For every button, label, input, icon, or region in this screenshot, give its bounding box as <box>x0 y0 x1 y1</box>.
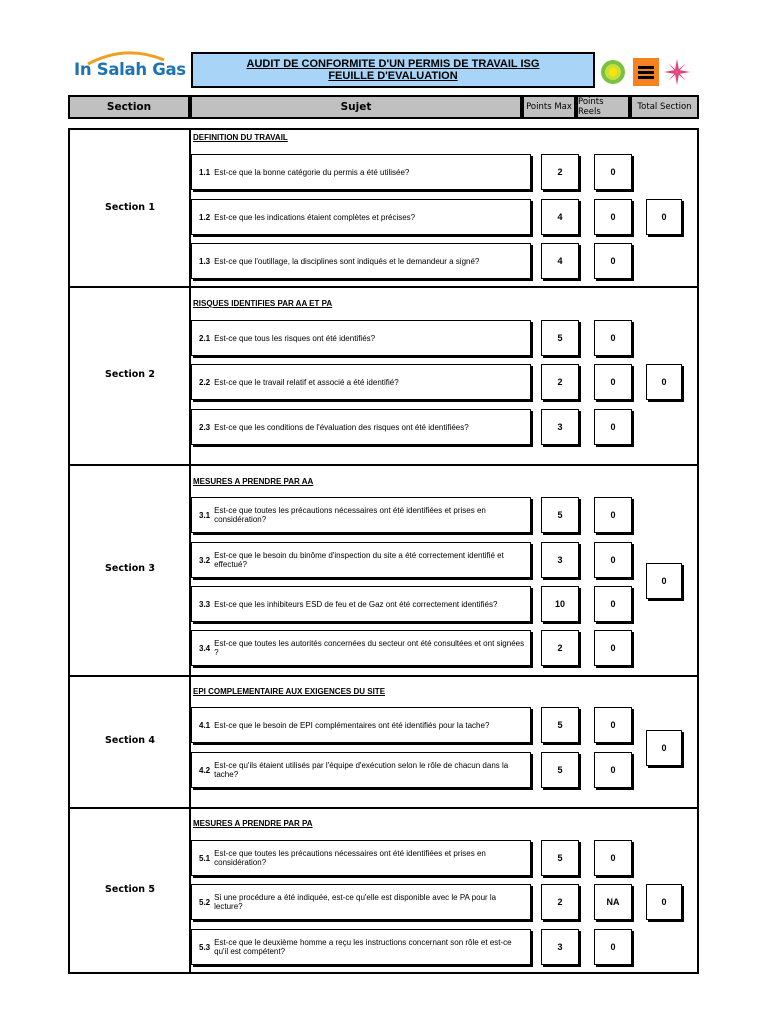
section-5-title: MESURES A PRENDRE PAR PA <box>193 819 313 828</box>
question-1-1 <box>191 154 531 190</box>
question-number: 3.1 <box>199 510 211 520</box>
question-number: 1.1 <box>199 167 211 177</box>
bp-logo-icon <box>599 58 627 86</box>
question-3-3 <box>191 586 531 622</box>
question-number: 2.2 <box>199 377 211 387</box>
question-number: 4.2 <box>199 765 211 775</box>
question-5-1 <box>191 840 531 876</box>
section-4-label: Section 4 <box>105 735 155 746</box>
question-text: Est-ce que tous les risques ont été identifiés? <box>214 333 376 343</box>
question-text: Est-ce que les conditions de l'évaluation des risques ont été identifiées? <box>214 422 469 432</box>
question-text: Est-ce que les inhibiteurs ESD de feu et de Gaz ont été correctement identifiés? <box>214 599 498 609</box>
total-section-2: 0 <box>646 364 682 400</box>
question-text: Est-ce que les indications étaient complètes et précises? <box>214 212 416 222</box>
points-max-2-2: 2 <box>541 364 579 400</box>
question-number: 1.3 <box>199 256 211 266</box>
question-1-3 <box>191 243 531 279</box>
question-text: Est-ce que le deuxième homme a reçu les instructions concernant son rôle et est-ce qu'il est compétent? <box>214 938 512 956</box>
question-number: 5.2 <box>199 897 211 907</box>
question-text: Est-ce que toutes les autorités concernées du secteur ont été consultées et ont signées ? <box>214 639 525 657</box>
section-5-label: Section 5 <box>105 884 155 895</box>
question-4-2 <box>191 752 531 788</box>
points-max-1-1: 2 <box>541 154 579 190</box>
question-3-2 <box>191 542 531 578</box>
question-text: Est-ce que le besoin de EPI complémentaires ont été identifiés pour la tache? <box>214 720 490 730</box>
section-3-title: MESURES A PRENDRE PAR AA <box>193 477 314 486</box>
sonatrach-logo-icon <box>633 58 659 86</box>
question-text: Est-ce que toutes les précautions nécessaires ont été identifiées et prises en considération? <box>214 506 486 524</box>
points-max-5-3: 3 <box>541 929 579 965</box>
points-max-4-2: 5 <box>541 752 579 788</box>
question-number: 2.3 <box>199 422 211 432</box>
question-number: 1.2 <box>199 212 211 222</box>
question-3-1 <box>191 497 531 533</box>
question-4-1 <box>191 707 531 743</box>
points-reels-1-1[interactable]: 0 <box>594 154 632 190</box>
section-4-title: EPI COMPLEMENTAIRE AUX EXIGENCES DU SITE <box>193 687 386 696</box>
question-1-2 <box>191 199 531 235</box>
total-section-1: 0 <box>646 199 682 235</box>
question-2-3 <box>191 409 531 445</box>
section-3-label: Section 3 <box>105 563 155 574</box>
points-max-2-3: 3 <box>541 409 579 445</box>
points-max-3-4: 2 <box>541 630 579 666</box>
question-number: 4.1 <box>199 720 211 730</box>
question-text: Est-ce que toutes les précautions nécessaires ont été identifiées et prises en considération? <box>214 849 486 867</box>
points-reels-4-2[interactable]: 0 <box>594 752 632 788</box>
question-number: 5.1 <box>199 853 211 863</box>
points-max-5-2: 2 <box>541 884 579 920</box>
points-max-3-2: 3 <box>541 542 579 578</box>
points-max-3-3: 10 <box>541 586 579 622</box>
points-reels-3-3[interactable]: 0 <box>594 586 632 622</box>
document-title: AUDIT DE CONFORMITE D'UN PERMIS DE TRAVAIL ISG FEUILLE D'EVALUATION <box>191 52 595 88</box>
company-logo: In Salah Gas <box>74 60 186 79</box>
points-reels-5-1[interactable]: 0 <box>594 840 632 876</box>
question-number: 5.3 <box>199 942 211 952</box>
row-divider <box>68 286 699 288</box>
points-max-3-1: 5 <box>541 497 579 533</box>
question-5-2 <box>191 884 531 920</box>
row-divider <box>68 807 699 809</box>
header-points-reels: Points Reels <box>576 95 630 119</box>
question-text: Est-ce que le besoin du binôme d'inspection du site a été correctement identifié et effectué? <box>214 551 504 569</box>
question-text: Est-ce que le travail relatif et associé a été identifié? <box>214 377 399 387</box>
statoil-logo-icon <box>662 57 692 87</box>
question-2-1 <box>191 320 531 356</box>
question-text: Est-ce que l'outillage, la disciplines sont indiqués et le demandeur a signé? <box>214 256 480 266</box>
total-section-4: 0 <box>646 730 682 766</box>
question-number: 3.4 <box>199 643 211 653</box>
header-sujet: Sujet <box>190 95 522 119</box>
section-1-title: DEFINITION DU TRAVAIL <box>193 133 288 142</box>
question-text: Si une procédure a été indiquée, est-ce qu'elle est disponible avec le PA pour la lecture? <box>214 893 497 911</box>
points-max-2-1: 5 <box>541 320 579 356</box>
question-number: 3.2 <box>199 555 211 565</box>
total-section-5: 0 <box>646 884 682 920</box>
question-text: Est-ce que la bonne catégorie du permis a été utilisée? <box>214 167 410 177</box>
section-2-label: Section 2 <box>105 369 155 380</box>
points-reels-5-3[interactable]: 0 <box>594 929 632 965</box>
question-number: 2.1 <box>199 333 211 343</box>
points-max-1-3: 4 <box>541 243 579 279</box>
points-reels-4-1[interactable]: 0 <box>594 707 632 743</box>
points-reels-2-2[interactable]: 0 <box>594 364 632 400</box>
points-reels-5-2[interactable]: NA <box>594 884 632 920</box>
points-max-5-1: 5 <box>541 840 579 876</box>
header-total-section: Total Section <box>630 95 699 119</box>
question-number: 3.3 <box>199 599 211 609</box>
section-2-title: RISQUES IDENTIFIES PAR AA ET PA <box>193 299 333 308</box>
points-reels-2-3[interactable]: 0 <box>594 409 632 445</box>
points-reels-3-4[interactable]: 0 <box>594 630 632 666</box>
header-points-max: Points Max <box>522 95 576 119</box>
question-text: Est-ce qu'ils étaient utilisés par l'équipe d'exécution selon le rôle de chacun dans la tache? <box>214 761 509 779</box>
points-max-1-2: 4 <box>541 199 579 235</box>
points-reels-1-3[interactable]: 0 <box>594 243 632 279</box>
row-divider <box>68 464 699 466</box>
points-reels-3-2[interactable]: 0 <box>594 542 632 578</box>
points-reels-2-1[interactable]: 0 <box>594 320 632 356</box>
header-section: Section <box>68 95 190 119</box>
points-reels-1-2[interactable]: 0 <box>594 199 632 235</box>
points-reels-3-1[interactable]: 0 <box>594 497 632 533</box>
question-3-4 <box>191 630 531 666</box>
question-5-3 <box>191 929 531 965</box>
row-divider <box>68 675 699 677</box>
points-max-4-1: 5 <box>541 707 579 743</box>
question-2-2 <box>191 364 531 400</box>
section-1-label: Section 1 <box>105 202 155 213</box>
total-section-3: 0 <box>646 563 682 599</box>
